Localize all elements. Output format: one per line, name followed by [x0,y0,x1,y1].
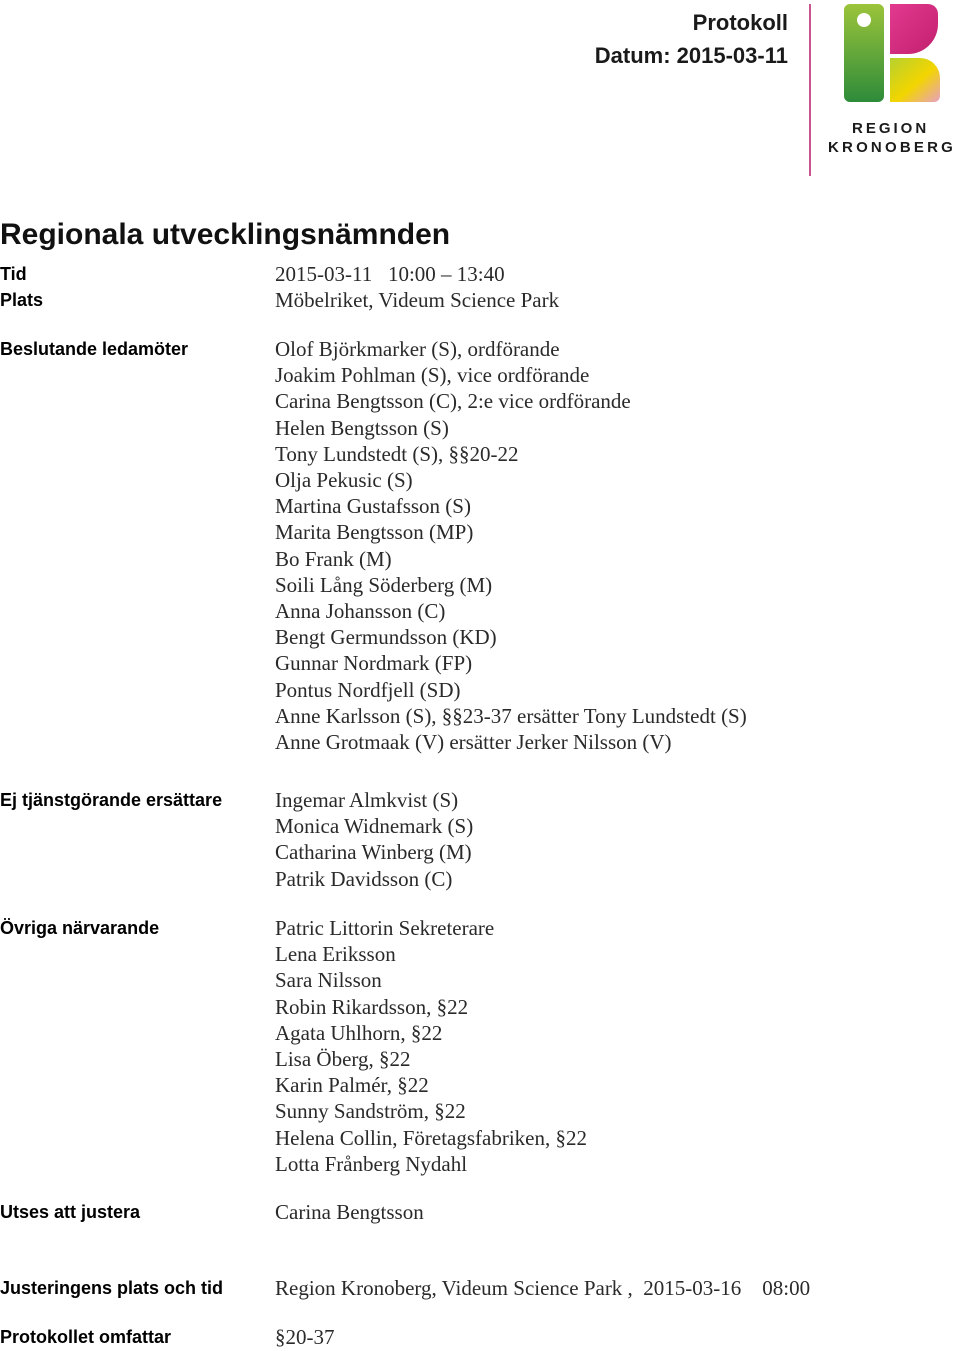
list-item: Patrik Davidsson (C) [275,866,453,891]
logo-mark-icon [822,0,960,115]
value-justering-plats: Region Kronoberg, Videum Science Park , 2015-03-16 08:00 [275,1276,811,1300]
list-item: Bengt Germundsson (KD) [275,625,497,650]
list-item: Olof Björkmarker (S), ordförande [275,337,560,361]
list-beslutande [275,336,747,755]
list-item: Pontus Nordfjell (SD) [275,677,461,702]
list-item: Martina Gustafsson (S) [275,494,471,519]
list-item: Anna Johansson (C) [275,599,446,624]
list-item: Tony Lundstedt (S), §§20-22 [275,441,519,466]
logo-line-kronoberg: KRONOBERG [828,139,956,156]
list-item: Sara Nilsson [275,968,382,993]
label-plats: Plats [0,290,44,310]
value-plats: Möbelriket, Videum Science Park [275,288,560,312]
list-ersattare [275,787,473,892]
list-item: Carina Bengtsson (C), 2:e vice ordförande [275,389,631,414]
label-ersattare: Ej tjänstgörande ersättare [0,790,223,810]
page-title: Regionala utvecklingsnämnden [0,218,451,251]
logo-wordmark [826,119,960,157]
list-item: Helena Collin, Företagsfabriken, §22 [275,1125,588,1150]
document-date: Datum: 2015-03-11 [594,43,788,68]
list-item: Helen Bengtsson (S) [275,415,449,440]
label-justera: Utses att justera [0,1202,141,1222]
list-item: Anne Karlsson (S), §§23-37 ersätter Tony Lundstedt (S) [275,703,747,728]
list-item: Gunnar Nordmark (FP) [275,651,473,676]
list-item: Monica Widnemark (S) [275,814,474,839]
label-ovriga: Övriga närvarande [0,918,160,938]
list-item: Robin Rikardsson, §22 [275,994,469,1019]
label-omfattar: Protokollet omfattar [0,1327,172,1347]
value-justera: Carina Bengtsson [275,1200,424,1224]
label-beslutande: Beslutande ledamöter [0,339,189,359]
logo-line-region: REGION [852,120,930,137]
list-item: Karin Palmér, §22 [275,1073,429,1098]
list-item: Lisa Öberg, §22 [275,1047,411,1072]
list-item: Soili Lång Söderberg (M) [275,572,493,597]
list-item: Lena Eriksson [275,942,396,967]
list-item: Bo Frank (M) [275,546,392,571]
document-type: Protokoll [692,10,788,35]
list-item: Sunny Sandström, §22 [275,1099,466,1124]
list-item: Patric Littorin Sekreterare [275,916,495,940]
value-omfattar: §20-37 [275,1325,335,1349]
list-item: Anne Grotmaak (V) ersätter Jerker Nilsson (V) [275,730,672,755]
list-item: Catharina Winberg (M) [275,840,472,865]
list-item: Olja Pekusic (S) [275,468,413,493]
list-ovriga [275,915,587,1177]
list-item: Agata Uhlhorn, §22 [275,1020,443,1045]
list-item: Ingemar Almkvist (S) [275,788,459,812]
label-justering-plats: Justeringens plats och tid [0,1278,224,1298]
label-tid: Tid [0,264,27,284]
value-tid: 2015-03-11 10:00 – 13:40 [275,262,505,286]
header-divider [809,4,811,176]
list-item: Marita Bengtsson (MP) [275,520,474,545]
list-item: Lotta Frånberg Nydahl [275,1151,468,1176]
document-header [595,6,788,72]
list-item: Joakim Pohlman (S), vice ordförande [275,363,590,388]
